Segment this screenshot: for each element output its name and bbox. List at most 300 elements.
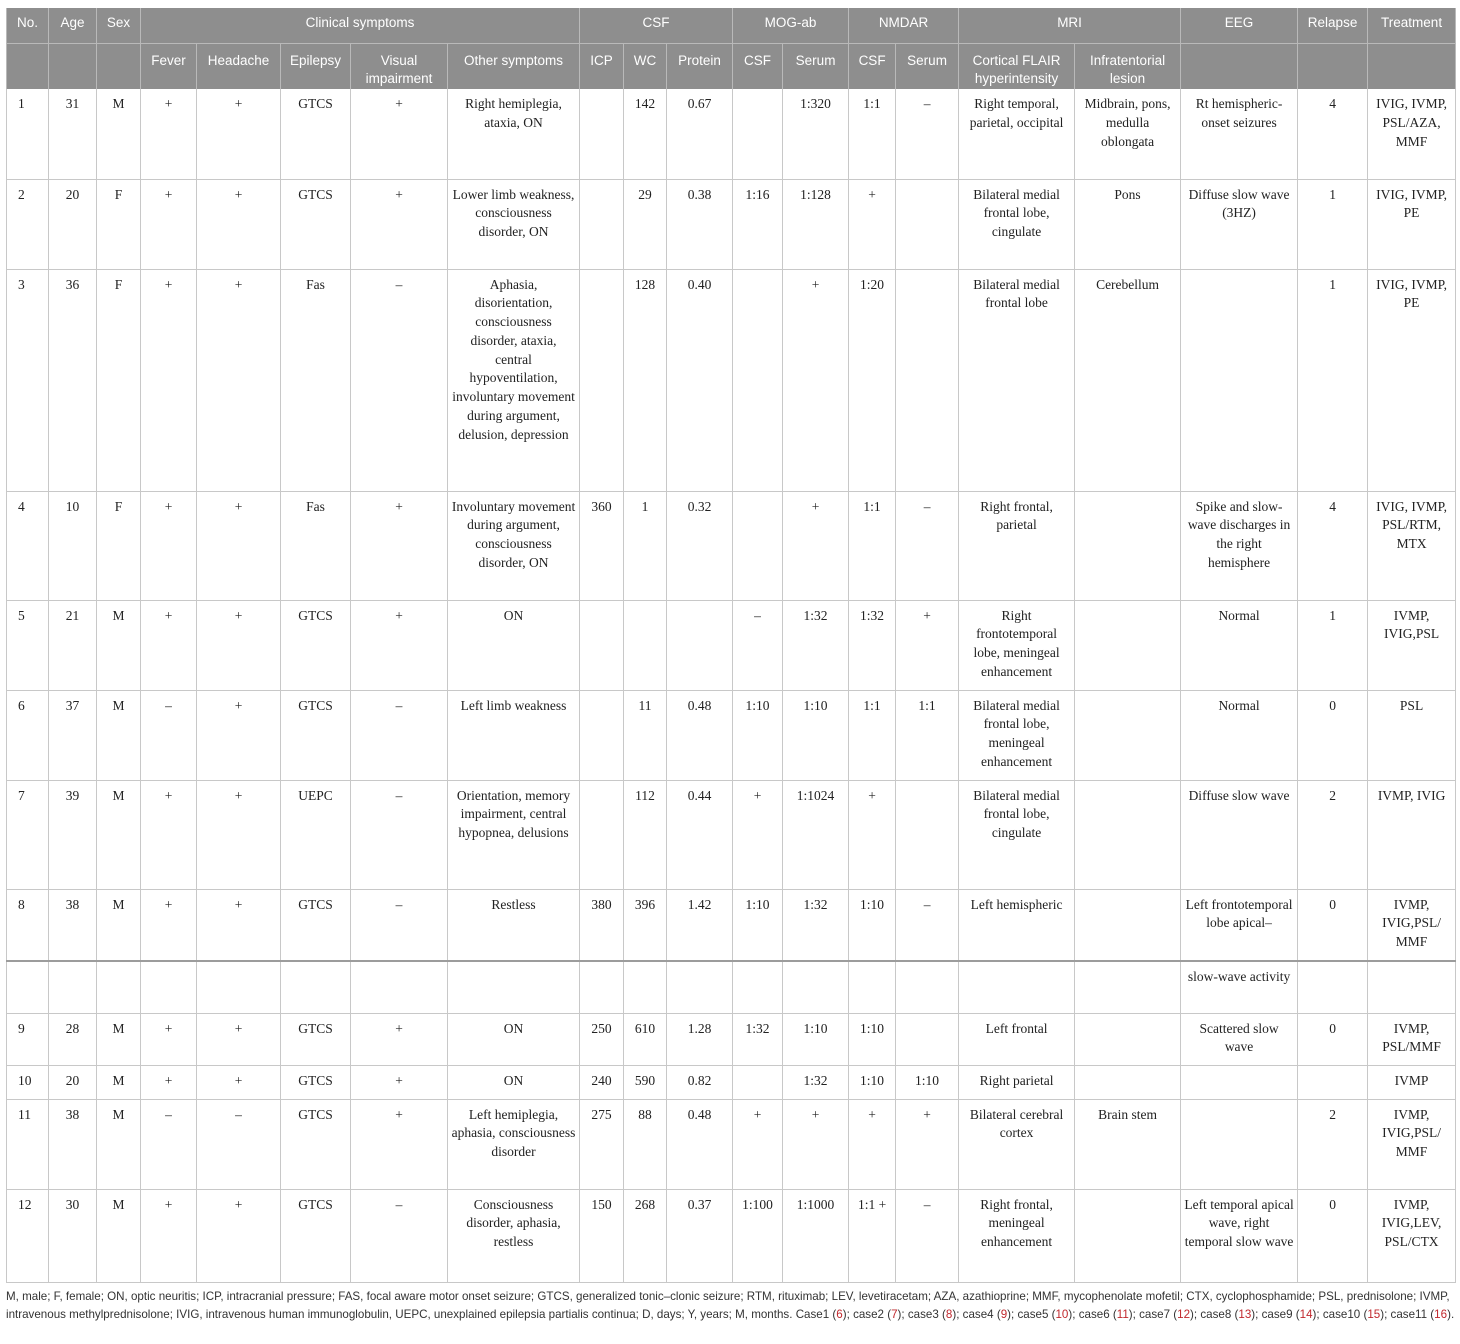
table-cell [1075,600,1181,690]
table-cell: GTCS [281,1013,351,1065]
table-cell: M [97,1099,141,1189]
table-cell: F [97,491,141,600]
table-cell: Diffuse slow wave (3HZ) [1181,179,1298,269]
table-cell: M [97,89,141,179]
table-cell: Spike and slow-wave discharges in the right hemisphere [1181,491,1298,600]
table-cell: 0 [1298,690,1368,780]
table-cell: + [849,780,896,889]
citation-link[interactable]: 9 [1000,1308,1008,1322]
table-cell: Midbrain, pons, medulla oblongata [1075,89,1181,179]
table-cell: – [351,780,448,889]
table-cell: IVIG, IVMP, PE [1368,269,1456,491]
table-row [7,780,1456,889]
table-row [7,600,1456,690]
table-cell: Bilateral medial frontal lobe [959,269,1075,491]
table-cell: Normal [1181,600,1298,690]
table-cell: 142 [624,89,667,179]
table-body [7,89,1456,1282]
citation-link[interactable]: 16 [1434,1308,1448,1322]
table-cell [1075,491,1181,600]
table-cell: Fas [281,269,351,491]
table-cell: UEPC [281,780,351,889]
table-cell: + [896,600,959,690]
subheader-col-14: Serum [896,44,959,90]
table-cell: 3 [7,269,49,491]
table-cell [141,961,197,1013]
table-cell: 1:1 [849,690,896,780]
table-cell: 1 [624,491,667,600]
table-cell: + [197,1013,281,1065]
citation-link[interactable]: 12 [1177,1308,1191,1322]
table-cell: 88 [624,1099,667,1189]
table-cell [959,961,1075,1013]
table-cell: + [197,1065,281,1099]
table-cell: + [141,269,197,491]
table-cell: 2 [1298,780,1368,889]
case-label: case3 [907,1308,939,1322]
table-cell: 1:100 [733,1189,783,1282]
table-cell [896,179,959,269]
table-cell [1075,961,1181,1013]
table-cell: Right parietal [959,1065,1075,1099]
table-cell: + [141,600,197,690]
table-cell [896,1013,959,1065]
table-cell: Brain stem [1075,1099,1181,1189]
table-cell: GTCS [281,1099,351,1189]
table-footnote [6,1288,1455,1324]
subheader-col-17 [1181,44,1298,90]
table-cell: + [141,491,197,600]
table-cell [1075,1189,1181,1282]
table-cell: M [97,690,141,780]
table-cell [448,961,580,1013]
case-label: case11 [1390,1308,1428,1322]
table-cell: 28 [49,1013,97,1065]
table-cell [580,89,624,179]
table-cell [49,961,97,1013]
table-cell [1181,1065,1298,1099]
table-row [7,1099,1456,1189]
table-cell: – [351,690,448,780]
table-cell [896,961,959,1013]
table-row [7,491,1456,600]
case-label: case9 [1261,1308,1293,1322]
table-cell: 0.44 [667,780,733,889]
table-row [7,89,1456,179]
table-cell: + [197,780,281,889]
table-cell: Right frontal, meningeal enhancement [959,1189,1075,1282]
case-reference: case2 (7); [853,1308,908,1322]
subheader-col-10: Protein [667,44,733,90]
table-cell: 31 [49,89,97,179]
table-cell [1298,1065,1368,1099]
case-label: case6 [1078,1308,1110,1322]
case-reference: case9 (14); [1261,1308,1323,1322]
case-reference: case4 (9); [962,1308,1018,1322]
table-cell: + [351,1013,448,1065]
table-cell: + [351,179,448,269]
citation-link[interactable]: 14 [1299,1308,1313,1322]
table-cell: + [141,889,197,961]
table-cell: + [351,89,448,179]
table-cell: IVIG, IVMP, PSL/RTM, MTX [1368,491,1456,600]
table-cell: 1:1000 [783,1189,849,1282]
table-cell: + [197,491,281,600]
table-cell: + [783,491,849,600]
citation-link[interactable]: 6 [836,1308,843,1322]
table-cell: + [783,1099,849,1189]
table-cell [1075,1013,1181,1065]
table-cell: 37 [49,690,97,780]
table-cell: – [351,269,448,491]
case-reference: case3 (8); [907,1308,963,1322]
table-cell: IVMP [1368,1065,1456,1099]
table-cell: + [141,89,197,179]
table-cell [896,269,959,491]
table-cell [580,961,624,1013]
table-cell: 128 [624,269,667,491]
header-nmdar: NMDAR [849,8,959,44]
table-cell: Lower limb weakness, consciousness disorder, ON [448,179,580,269]
table-cell: IVMP, IVIG,PSL [1368,600,1456,690]
table-cell: 1:10 [849,889,896,961]
header-mog-ab: MOG-ab [733,8,849,44]
table-cell: 20 [49,1065,97,1099]
table-cell: 360 [580,491,624,600]
case-reference: case7 (12); [1139,1308,1201,1322]
table-cell: IVIG, IVMP, PE [1368,179,1456,269]
subheader-col-8: ICP [580,44,624,90]
table-cell: – [896,491,959,600]
header-row-subcolumns [7,44,1456,90]
table-cell: + [141,1013,197,1065]
table-cell [197,961,281,1013]
table-cell [97,961,141,1013]
table-cell [281,961,351,1013]
subheader-col-4: Headache [197,44,281,90]
table-cell: GTCS [281,690,351,780]
citation-link[interactable]: 7 [891,1308,898,1322]
table-cell: GTCS [281,1065,351,1099]
table-cell [7,961,49,1013]
table-cell: + [141,1189,197,1282]
table-cell: + [197,1189,281,1282]
subheader-col-5: Epilepsy [281,44,351,90]
table-cell: IVMP, PSL/MMF [1368,1013,1456,1065]
table-cell: GTCS [281,1189,351,1282]
case-label: case10 [1322,1308,1361,1322]
case-reference: case10 (15); [1322,1308,1391,1322]
citation-link[interactable]: 8 [945,1308,953,1322]
table-cell: GTCS [281,889,351,961]
table-cell: Aphasia, disorientation, consciousness disorder, ataxia, central hypoventilation, involuntary movement during argument, delusion, depression [448,269,580,491]
table-cell: 1:10 [733,889,783,961]
table-cell [667,600,733,690]
table-cell: Bilateral cerebral cortex [959,1099,1075,1189]
subheader-col-1 [49,44,97,90]
table-cell: 396 [624,889,667,961]
table-cell: GTCS [281,179,351,269]
table-cell: 8 [7,889,49,961]
subheader-col-11: CSF [733,44,783,90]
table-cell: 1:32 [783,889,849,961]
table-cell: 0.67 [667,89,733,179]
table-row [7,1013,1456,1065]
table-cell: 1:1 [896,690,959,780]
table-cell: + [197,690,281,780]
citation-link[interactable]: 13 [1238,1308,1252,1322]
table-row [7,179,1456,269]
table-cell: Bilateral medial frontal lobe, cingulate [959,179,1075,269]
table-cell: + [351,1099,448,1189]
table-cell: 6 [7,690,49,780]
table-cell: 240 [580,1065,624,1099]
table-cell: + [351,1065,448,1099]
table-cell [896,780,959,889]
table-cell: IVIG, IVMP, PSL/AZA, MMF [1368,89,1456,179]
table-cell: F [97,179,141,269]
table-cell: – [141,1099,197,1189]
table-cell: 1:20 [849,269,896,491]
table-cell: – [896,89,959,179]
table-cell: 9 [7,1013,49,1065]
table-cell: 610 [624,1013,667,1065]
header-mri: MRI [959,8,1181,44]
table-cell: 12 [7,1189,49,1282]
case-table [6,8,1456,1283]
table-cell: + [197,269,281,491]
table-cell: 4 [1298,89,1368,179]
table-cell [580,269,624,491]
case-reference: case11 (16). [1390,1308,1455,1322]
table-cell: IVMP, IVIG [1368,780,1456,889]
table-cell: + [896,1099,959,1189]
table-cell: 1.42 [667,889,733,961]
table-cell: 39 [49,780,97,889]
table-cell [1181,1099,1298,1189]
table-cell: 0.82 [667,1065,733,1099]
table-cell: Orientation, memory impairment, central hypopnea, delusions [448,780,580,889]
table-row [7,1065,1456,1099]
table-cell: + [197,889,281,961]
table-row [7,1189,1456,1282]
table-container [6,8,1455,1283]
table-cell: M [97,1065,141,1099]
table-cell: 36 [49,269,97,491]
table-cell: ON [448,1013,580,1065]
table-cell: 0 [1298,1189,1368,1282]
table-cell [733,1065,783,1099]
table-cell: M [97,1189,141,1282]
table-cell: 21 [49,600,97,690]
table-cell [733,961,783,1013]
table-cell: Restless [448,889,580,961]
table-cell: Right frontotemporal lobe, meningeal enhancement [959,600,1075,690]
table-cell [667,961,733,1013]
case-label: case5 [1017,1308,1049,1322]
table-cell: 1 [1298,179,1368,269]
citation-link[interactable]: 15 [1367,1308,1381,1322]
subheader-col-12: Serum [783,44,849,90]
table-cell: F [97,269,141,491]
table-cell: Right temporal, parietal, occipital [959,89,1075,179]
table-cell: GTCS [281,600,351,690]
subheader-col-2 [97,44,141,90]
case-label: Case1 [795,1308,830,1322]
table-cell: PSL [1368,690,1456,780]
table-cell: 1:32 [783,600,849,690]
table-cell: Right hemiplegia, ataxia, ON [448,89,580,179]
table-cell: – [351,889,448,961]
case-reference: case8 (13); [1200,1308,1262,1322]
table-cell: Cerebellum [1075,269,1181,491]
table-cell: 1:32 [783,1065,849,1099]
table-cell: 275 [580,1099,624,1189]
table-cell: 11 [624,690,667,780]
table-cell: 0.38 [667,179,733,269]
table-cell: 250 [580,1013,624,1065]
table-cell: 1:1 [849,491,896,600]
table-cell: Diffuse slow wave [1181,780,1298,889]
table-cell: ON [448,1065,580,1099]
table-cell: 1:10 [849,1013,896,1065]
table-cell: 10 [49,491,97,600]
table-cell [1075,889,1181,961]
table-cell: – [896,889,959,961]
table-cell: 2 [7,179,49,269]
table-cell [624,961,667,1013]
table-cell [733,491,783,600]
table-cell: Fas [281,491,351,600]
table-cell: 0.37 [667,1189,733,1282]
table-cell: IVMP, IVIG,PSL/ MMF [1368,1099,1456,1189]
table-cell: M [97,1013,141,1065]
table-cell: 0.48 [667,690,733,780]
table-cell: IVMP, IVIG,LEV, PSL/CTX [1368,1189,1456,1282]
table-cell: – [197,1099,281,1189]
case-label: case7 [1139,1308,1171,1322]
header-treatment: Treatment [1368,8,1456,44]
table-cell: 1 [7,89,49,179]
table-cell: – [141,690,197,780]
table-cell: + [197,89,281,179]
table-cell: 20 [49,179,97,269]
table-cell: 7 [7,780,49,889]
table-cell: 1:128 [783,179,849,269]
case-reference: case6 (11); [1078,1308,1140,1322]
table-cell [1075,780,1181,889]
table-cell [580,690,624,780]
table-cell: 268 [624,1189,667,1282]
table-cell: – [896,1189,959,1282]
case-label: case4 [962,1308,994,1322]
table-cell: 0.40 [667,269,733,491]
table-cell: 1:10 [896,1065,959,1099]
table-cell: 1:320 [783,89,849,179]
header-no: No. [7,8,49,44]
subheader-col-16: Infratentorial lesion [1075,44,1181,90]
subheader-col-13: CSF [849,44,896,90]
case-label: case8 [1200,1308,1232,1322]
table-cell: 1:1024 [783,780,849,889]
table-cell: M [97,780,141,889]
table-cell: 1:16 [733,179,783,269]
header-clinical-symptoms: Clinical symptoms [141,8,580,44]
table-cell: – [733,600,783,690]
table-cell: Scattered slow wave [1181,1013,1298,1065]
table-cell [733,269,783,491]
subheader-col-7: Other symptoms [448,44,580,90]
header-eeg: EEG [1181,8,1298,44]
table-cell: ON [448,600,580,690]
table-cell [580,179,624,269]
table-row [7,889,1456,961]
table-row [7,690,1456,780]
subheader-col-0 [7,44,49,90]
table-cell: 0.32 [667,491,733,600]
table-cell: + [733,780,783,889]
table-cell: 1 [1298,269,1368,491]
table-cell [1181,269,1298,491]
table-cell: 10 [7,1065,49,1099]
table-cell [624,600,667,690]
table-cell: 11 [7,1099,49,1189]
table-cell: + [351,600,448,690]
subheader-col-6: Visual impairment [351,44,448,90]
case-label: case2 [853,1308,884,1322]
subheader-col-3: Fever [141,44,197,90]
citation-link[interactable]: 11 [1116,1308,1129,1322]
table-cell: 112 [624,780,667,889]
table-cell: M [97,889,141,961]
table-row [7,269,1456,491]
table-cell: 0.48 [667,1099,733,1189]
footnote-case-references [796,1308,1454,1321]
table-cell: 1:10 [783,690,849,780]
table-cell [783,961,849,1013]
header-age: Age [49,8,97,44]
table-cell: 29 [624,179,667,269]
table-cell: Pons [1075,179,1181,269]
table-cell: M [97,600,141,690]
table-cell: 1 [1298,600,1368,690]
table-cell: – [351,1189,448,1282]
table-cell: 2 [1298,1099,1368,1189]
table-cell: + [849,179,896,269]
table-cell [351,961,448,1013]
table-cell: 590 [624,1065,667,1099]
table-row [7,961,1456,1013]
table-cell: + [197,600,281,690]
table-cell: 1:1 + [849,1189,896,1282]
table-cell: 1:32 [733,1013,783,1065]
table-cell: 1:10 [849,1065,896,1099]
header-sex: Sex [97,8,141,44]
table-cell: Left frontal [959,1013,1075,1065]
table-cell: 38 [49,889,97,961]
table-cell: + [141,1065,197,1099]
table-cell: Left hemispheric [959,889,1075,961]
table-cell: 150 [580,1189,624,1282]
table-cell: + [783,269,849,491]
table-cell: 1.28 [667,1013,733,1065]
table-cell [1075,1065,1181,1099]
table-cell: Rt hemispheric-onset seizures [1181,89,1298,179]
table-cell: 1:1 [849,89,896,179]
table-cell: 4 [7,491,49,600]
citation-link[interactable]: 10 [1055,1308,1069,1322]
table-cell: 1:32 [849,600,896,690]
